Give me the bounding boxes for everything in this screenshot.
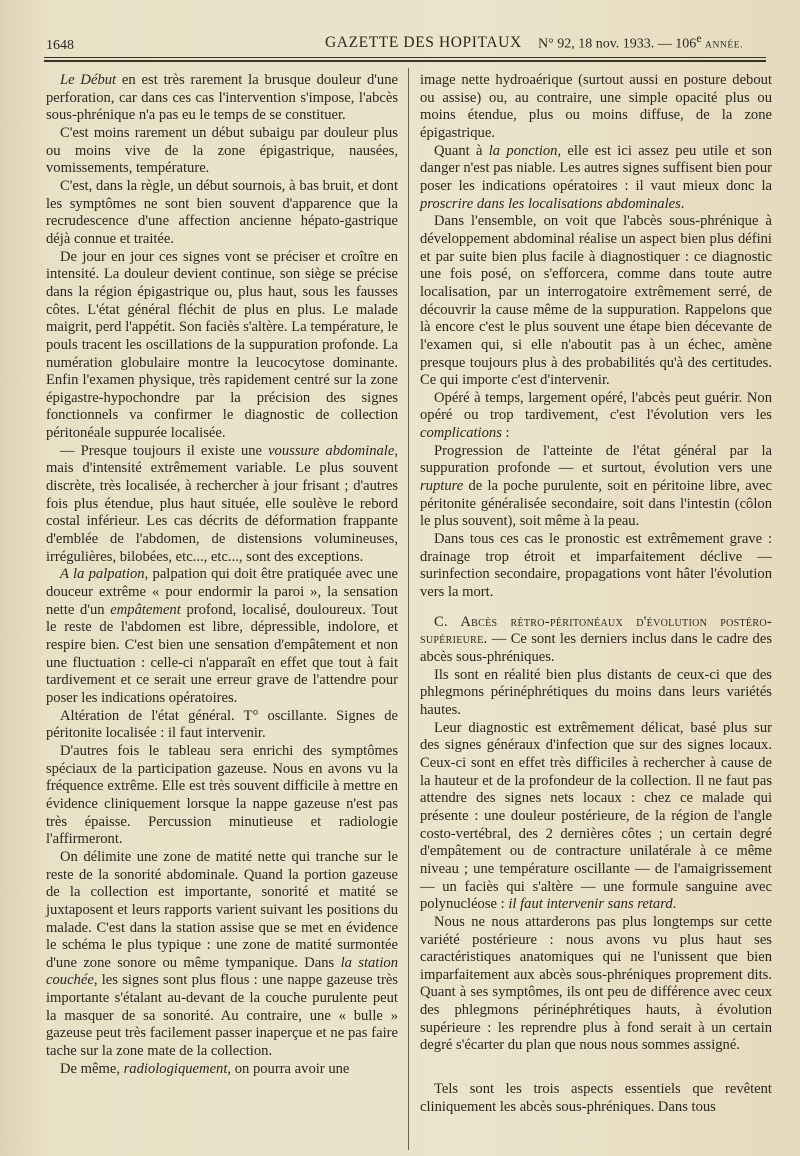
paragraph: Dans tous ces cas le pronostic est extrêmement grave : drainage trop étroit et imparfaitement déclive — surinfection secondaire, propagations vont hâter l'évolution vers la mort. [420, 531, 772, 601]
header-rule-thick [44, 60, 766, 62]
paragraph: De jour en jour ces signes vont se préciser et croître en intensité. La douleur devient continue, son siège se précise dans la région épigastrique ou, plus haut, sous les fausses côtes. L'état général fléchit de plus en plus. Le malade maigrit, perd l'appétit. Son faciès s'altère. La température, le pouls tracent les oscillations de la suppuration profonde. La numération globulaire montre la leucocytose dominante. Enfin l'examen physique, très rapidement centré sur la zone épigastre-hypochondre par la précision des signes fonctionnels va confirmer le diagnostic de collection péritonéale suppurée localisée. [46, 248, 398, 442]
paragraph: D'autres fois le tableau sera enrichi des symptômes spéciaux de la participation gazeuse. Nous en avons vu la fréquence extrême. Elle est très souvent difficile à mettre en évidence cliniquement lorsque la nappe gazeuse n'est pas très épaisse. Percussion minutieuse et radiologie l'affirmeront. [46, 742, 398, 848]
text-run: Opéré à temps, largement opéré, l'abcès peut guérir. Non opéré ou trop tardivement, c'est l'évolution vers les [420, 389, 772, 424]
italic-run: voussure abdominale [268, 442, 395, 459]
journal-title: GAZETTE DES HOPITAUX [325, 34, 522, 51]
page-number: 1648 [46, 38, 74, 53]
right-column [420, 72, 772, 1116]
italic-run: la station couchée [46, 954, 398, 989]
column-divider [408, 68, 409, 1150]
italic-run: Le Début [60, 72, 117, 88]
paragraph [46, 443, 398, 567]
header-rule [44, 57, 766, 58]
text-run: On délimite une zone de matité nette qui tranche sur le reste de la sonorité abdominale. Quand la portion gazeuse de la collection est importante, sonorité et matité se juxtaposent et leurs rapports varient suivant les positions du malade. C'est dans la station assise que se met en évidence le schéma le plus typique : une zone de matité surmontée d'une zone sonore ou même tympanique. Dans [46, 848, 398, 971]
issue-superscript: e [696, 32, 702, 45]
paragraph [46, 849, 398, 1061]
paragraph [420, 720, 772, 914]
page-header [0, 28, 800, 58]
paragraph [46, 1061, 398, 1079]
text-run: de la poche purulente, soit en péritoine libre, avec péritonite généralisée secondaire, soit dans l'intestin (côlon le plus souvent), soit même à la peau. [420, 478, 772, 530]
text-run: De même, [60, 1060, 124, 1077]
paragraph: C'est, dans la règle, un début sournois, à bas bruit, et dont les symptômes ne sont bien souvent d'apparence que la recrudescence d'une affection ancienne hépato-gastrique déjà connue et traitée. [46, 177, 398, 247]
paragraph: Ils sont en réalité bien plus distants de ceux-ci que des phlegmons périnéphrétiques du moins dans leurs variétés hautes. [420, 666, 772, 718]
paragraph [420, 443, 772, 531]
section-heading-paragraph [420, 614, 772, 667]
italic-run: empâtement [110, 601, 181, 618]
paragraph [420, 390, 772, 443]
issue-number-date: N° 92, 18 nov. 1933. — 106 [538, 36, 697, 52]
paragraph [46, 566, 398, 707]
text-run: Leur diagnostic est extrêmement délicat, basé plus sur des signes généraux d'infection que sur des signes locaux. Ceux-ci sont en effet très difficiles à rechercher à cause de la hauteur et de la profondeur de la collection. Il ne faut pas attendre des signes nets locaux : chez ce malade qui présente : une douleur postérieure, de la région de l'angle costo-vertébral, des 2 dernières côtes ; un certain degré d'empâtement ou de contracture unilatérale à ce même niveau ; une température oscillante — de l'amaigrissement — un faciès qui s'altère — une formule sanguine avec polynucléose : [420, 719, 772, 913]
italic-run: la ponction [488, 142, 558, 159]
italic-run: il faut intervenir sans retard [508, 896, 673, 913]
paragraph: Nous ne nous attarderons pas plus longtemps sur cette variété postérieure : nous avons vu plus haut ses caractéristiques anatomiques qui ne l'unissent que bien imparfaitement aux abcès sous-phréniques proprement dits. Quant à ses symptômes, ils ont peu de différence avec ceux des phlegmons périnéphrétiques hauts, à évolution supérieure : les reprendre plus à fond serait à un certain degré s'écarter du plan que nous nous sommes assigné. [420, 913, 772, 1054]
paragraph [46, 72, 398, 125]
section-heading: C. Abcès rétro-péritonéaux d'évolution postéro-supérieure. [420, 613, 772, 648]
text-run: en est très rarement la brusque douleur d'une perforation, car dans ces cas l'intervention s'impose, l'abcès sous-phrénique n'a pas eu le temps de se constituer. [46, 72, 398, 124]
paragraph: image nette hydroaérique (surtout aussi en posture debout ou assise) ou, au contraire, une simple opacité plus ou moins étendue, plus ou moins diffuse, de la zone épigastrique. [420, 72, 772, 141]
text-run: Quant à [434, 142, 489, 159]
paragraph: Dans l'ensemble, on voit que l'abcès sous-phrénique à développement abdominal réalise un aspect bien plus défini et par suite bien plus facile à diagnostiquer : ce diagnostic une fois posé, on s'efforcera, comme dans toute autre localisation, par un interrogatoire extrêmement serré, de découvrir la cause même de la suppuration. Rappelons que là encore c'est le plus souvent une étape bien décevante de l'examen qui, si elle n'aboutit pas à un échec, amène presque toujours plus à des probabilités qu'à des certitudes. Ce qui importe c'est d'intervenir. [420, 213, 772, 389]
italic-run: complications [420, 425, 502, 442]
italic-run: rupture [420, 478, 464, 495]
paragraph: Altération de l'état général. T° oscillante. Signes de péritonite localisée : il faut intervenir. [46, 707, 398, 742]
text-run: — Ce sont les derniers inclus dans le cadre des abcès sous-phréniques. [420, 631, 772, 665]
text-run: . [680, 195, 685, 212]
text-run: : [501, 425, 510, 442]
italic-run: radiologiquement [123, 1060, 228, 1077]
text-run: profond, localisé, douloureux. Tout le reste de l'abdomen est libre, dépressible, indolore, et respire bien. C'est bien une sensation d'empâtement et non une fluctuation : celle-ci n'apparaît en effet que tout à fait tardivement et ce serait une erreur grave de l'attendre pour poser les indications opératoires. [46, 601, 398, 706]
italic-run: A la palpation [60, 566, 145, 583]
paragraph: C'est moins rarement un début subaigu par douleur plus ou moins vive de la zone épigastrique, nausées, vomissements, température. [46, 124, 398, 177]
paragraph: Tels sont les trois aspects essentiels que revêtent cliniquement les abcès sous-phréniques. Dans tous [420, 1081, 772, 1115]
text-run: Progression de l'atteinte de l'état général par la suppuration profonde — et surtout, évolution vers une [420, 442, 772, 477]
text-run: , mais d'intensité extrêmement variable. Le plus souvent discrète, très localisée, à rechercher à jour frisant ; d'autres fois plus étendue, plus haut située, elle soulève le rebord costal inférieur. Les cas décrits de déformation frappante d'emblée de l'abdomen, de distensions volumineuses, irrégulières, bilobées, etc..., etc..., sont des exceptions. [46, 442, 398, 565]
text-run: , palpation qui doit être pratiquée avec une douceur extrême « pour endormir la paroi », la sensation nette d'un [46, 566, 399, 618]
text-run: , les signes sont plus flous : une nappe gazeuse très importante s'étalant au-devant de la couche purulente peut la masquer de sa sonorité. Au contraire, une « bulle » gazeuse peut très facilement passer inaperçue et ne pas faire tache sur la zone mate de la collection. [46, 972, 398, 1060]
text-run: , on pourra avoir une [227, 1060, 350, 1077]
text-run: . [672, 896, 677, 913]
left-column [46, 72, 398, 1078]
paragraph [420, 143, 772, 214]
issue-year-label: ANNÉE. [705, 40, 744, 51]
issue-info [538, 32, 743, 53]
text-run: , elle est ici assez peu utile et son danger n'est pas niable. Les autres signes suffisent bien pour poser les indications opératoires : il vaut mieux donc la [420, 142, 772, 194]
text-run: — Presque toujours il existe une [60, 442, 269, 459]
italic-run: proscrire dans les localisations abdominales [420, 195, 681, 212]
